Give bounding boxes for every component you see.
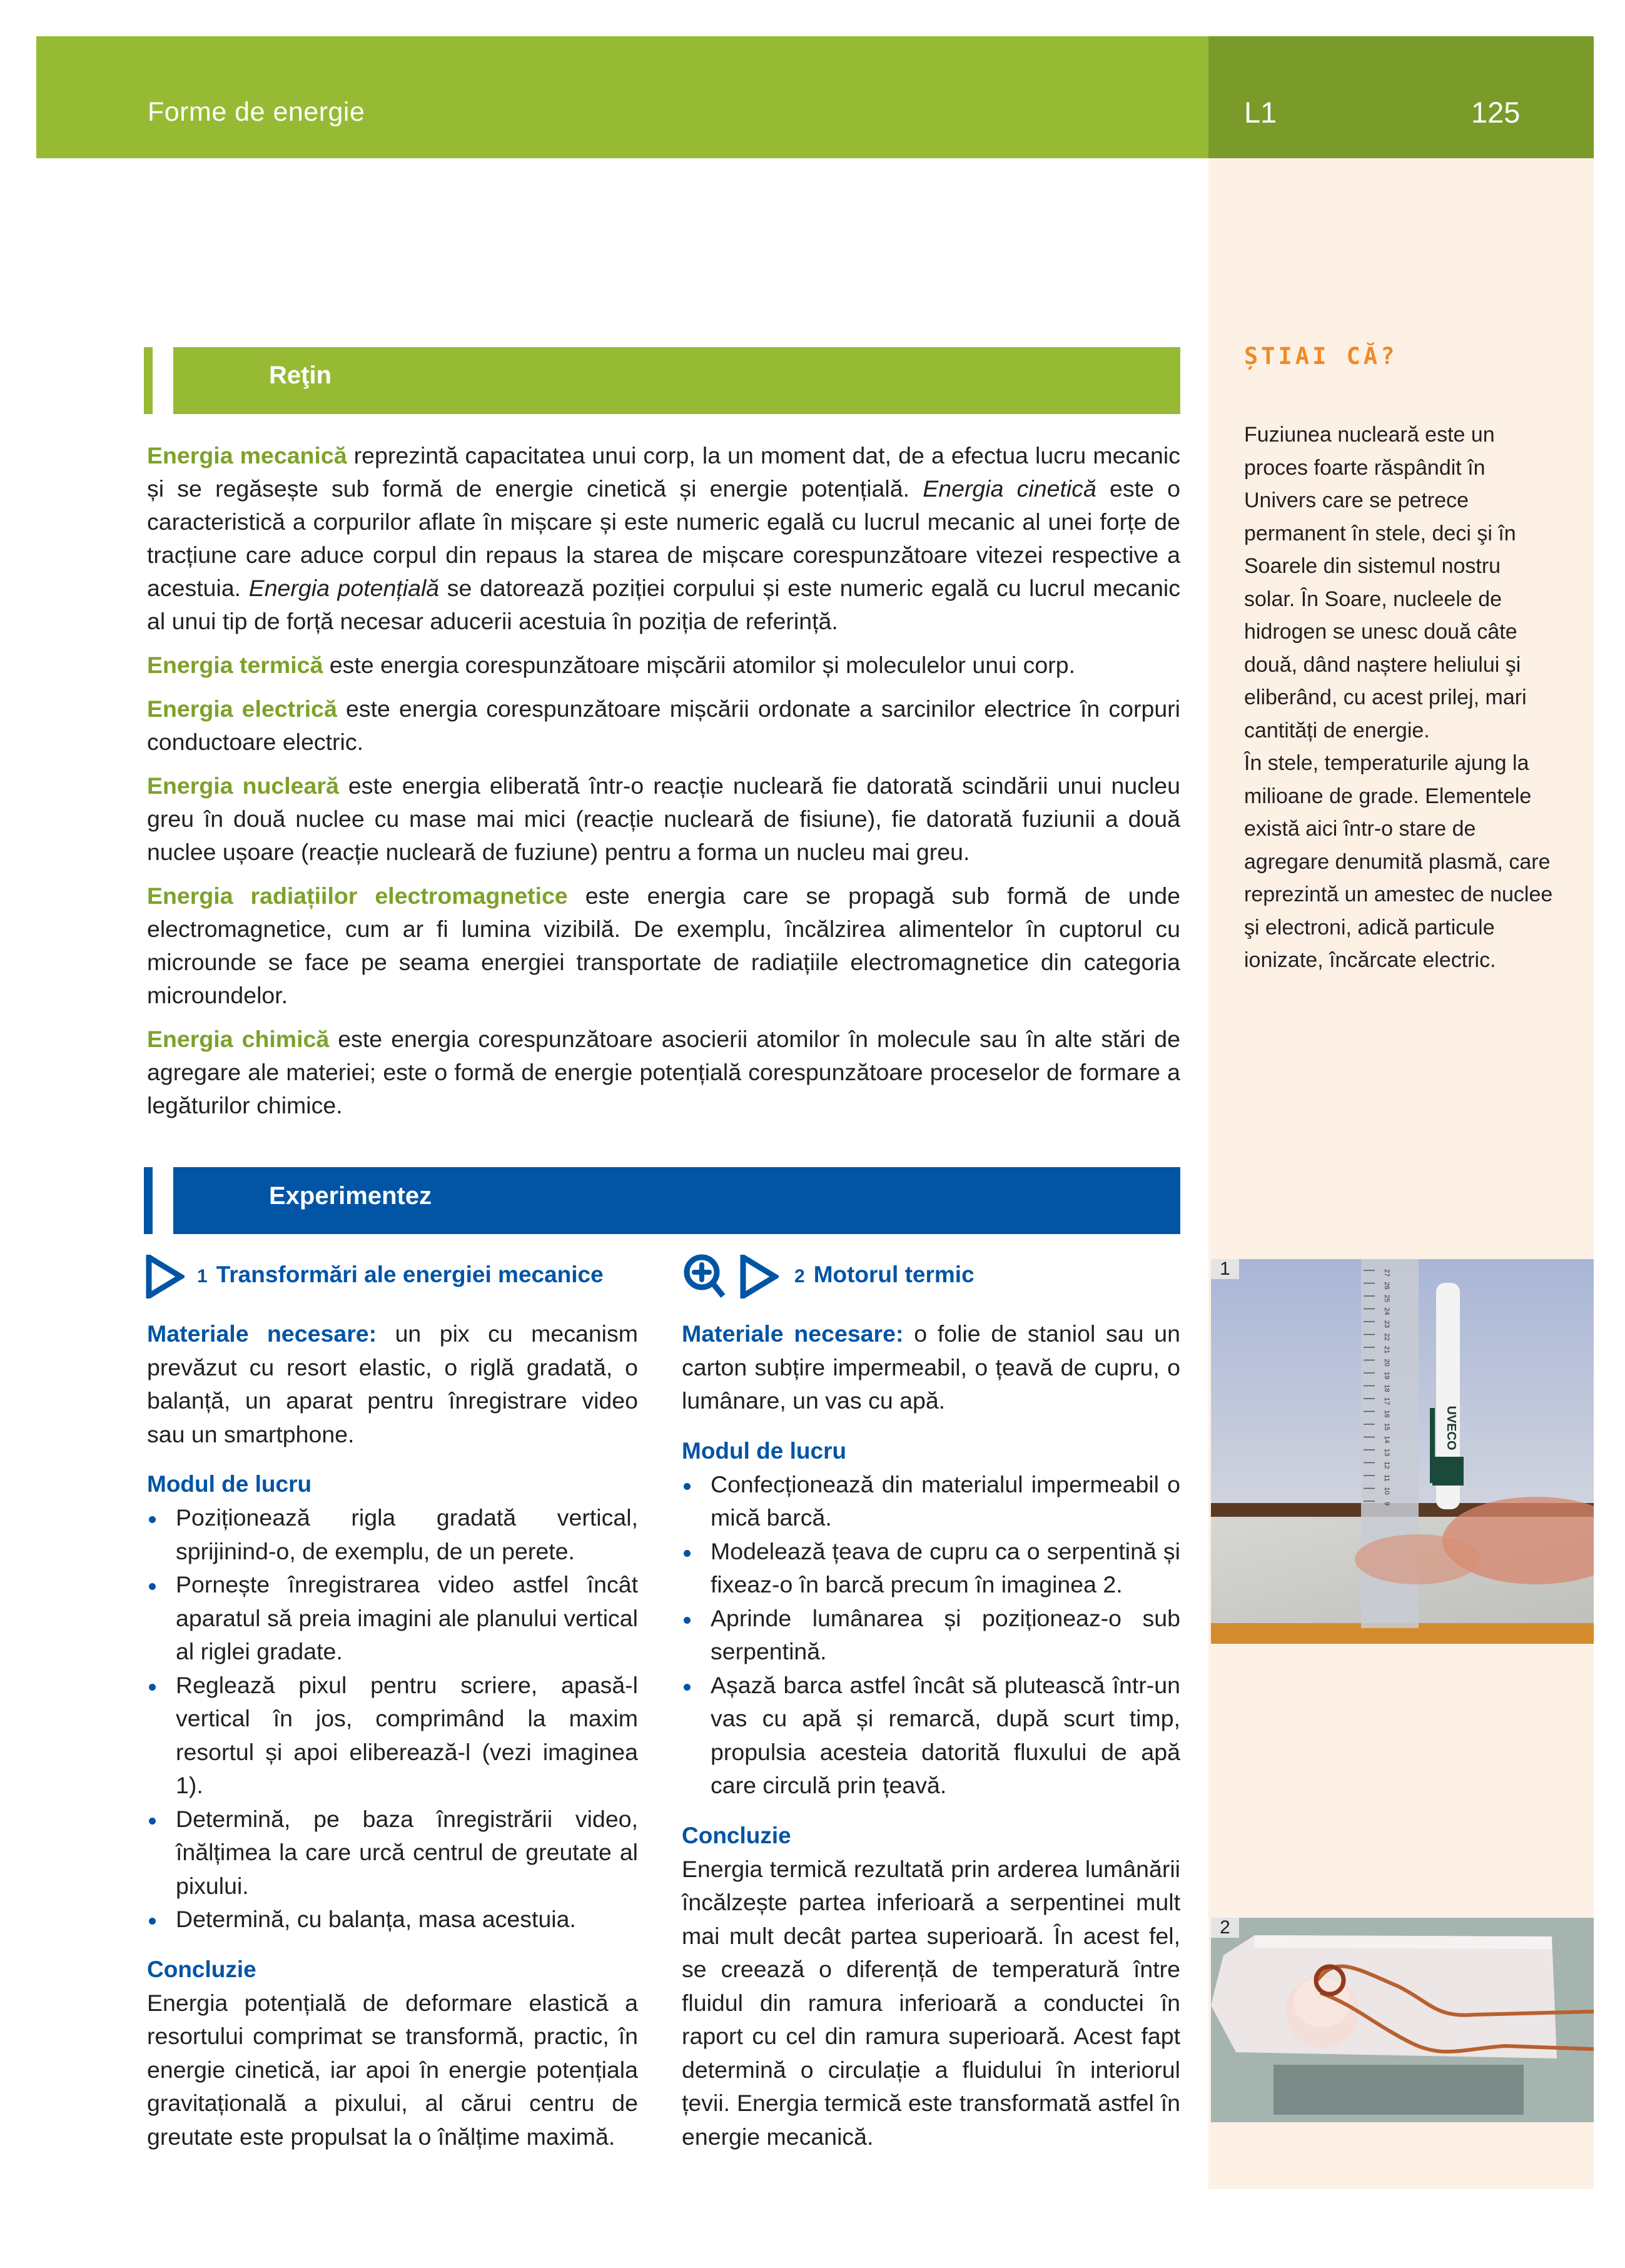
conclusion-text: Energia potențială de deformare elastică a resortului comprimat se transformă, practic, în energie cinetică, iar apoi în energie potențiala gravitațională a pixului, al cărui centru de greutate este propulsat la o înălțime maximă. — [147, 1989, 638, 2150]
ruler-mark-label: 26 — [1383, 1282, 1390, 1290]
retin-label: Reţin — [269, 362, 332, 389]
method-heading: Modul de lucru — [147, 1471, 312, 1497]
definition-term: Energia electrică — [147, 696, 337, 722]
boat-serpentine-illustration — [1211, 1918, 1594, 2122]
lesson-label: L1 — [1244, 96, 1277, 129]
steps-list — [147, 1501, 638, 1936]
experiment-1-title-text: Transformări ale energiei mecanice — [216, 1262, 604, 1287]
sidebar-title: ȘTIAI CĂ? — [1244, 343, 1398, 370]
experiment-2-body — [682, 1317, 1180, 2154]
ruler-mark-label: 10 — [1383, 1487, 1390, 1495]
conclusion-heading: Concluzie — [682, 1822, 791, 1848]
step-item: Confecționează din materialul impermeabil o mică barcă. — [682, 1468, 1180, 1535]
experiment-1-number: 1 — [197, 1266, 208, 1287]
experiment-1-body — [147, 1317, 638, 2154]
emphasized-term: Energia potențială — [248, 575, 440, 601]
ruler-mark-label: 14 — [1383, 1435, 1390, 1444]
definition-text: este o caracteristică a corpurilor aflate în mișcare și este numeric egală cu lucrul mecanic al unei forțe de tracțiune care aduce corpul din repaus la starea de mișcare corespunzătoare vitezei respective a acestuia. — [147, 475, 1181, 601]
sidebar-body: Fuziunea nucleară este un proces foarte răspândit în Univers care se petrece permanent în stele, deci şi în Soarele din sistemul nostru solar. În Soare, nucleele de hidrogen se unesc două câte două, dând naștere heliului şi eliberând, cu acest prilej, mari cantități de energie. În stele, temperaturile ajung la milioane de grade. Elementele există aici într-o stare de agregare denumită plasmă, care reprezintă un amestec de nuclee şi electroni, adică particule ionizate, încărcate electric. — [1244, 423, 1553, 972]
ruler-pen-illustration — [1211, 1259, 1594, 1644]
ruler-mark-label: 19 — [1383, 1371, 1390, 1380]
definition-term: Energia mecanică — [147, 442, 347, 468]
emphasized-term: Energia cinetică — [923, 475, 1096, 502]
definition-paragraph — [147, 879, 1180, 1012]
play-triangle-icon — [146, 1255, 185, 1299]
materials — [147, 1317, 638, 1451]
step-item: Pornește înregistrarea video astfel încât aparatul să preia imagini ale planului vertical al riglei gradate. — [147, 1568, 638, 1669]
definition-term: Energia nucleară — [147, 772, 339, 799]
play-triangle-icon — [740, 1255, 779, 1299]
chapter-title: Forme de energie — [148, 97, 365, 127]
definition-text: este energia corespunzătoare asocierii atomilor în molecule sau în alte stări de agregare ale materiei; este o formă de energie potențială corespunzătoare proceselor de formare a legăturilor chimice. — [147, 1026, 1181, 1118]
ruler-mark-label: 16 — [1383, 1410, 1390, 1418]
materials-label: Materiale necesare: — [682, 1320, 904, 1347]
zoom-in-icon — [683, 1253, 727, 1299]
definition-term: Energia radiațiilor electromagnetice — [147, 883, 568, 909]
ruler-mark-label: 11 — [1383, 1474, 1390, 1482]
experiment-2-title-text: Motorul termic — [813, 1262, 974, 1287]
ruler-mark-label: 15 — [1383, 1422, 1390, 1431]
method-heading: Modul de lucru — [682, 1437, 847, 1464]
ruler-mark-label: 23 — [1383, 1320, 1390, 1329]
experimentez-bar-stub — [144, 1167, 153, 1234]
conclusion-heading: Concluzie — [147, 1956, 256, 1982]
sidebar-text — [1244, 418, 1557, 977]
experiment-2-title — [794, 1262, 974, 1288]
ruler-mark-label: 24 — [1383, 1307, 1390, 1315]
materials-label: Materiale necesare: — [147, 1320, 377, 1347]
step-item: Așază barca astfel încât să plutească într-un vas cu apă și remarcă, după scurt timp, propulsia acesteia datorită fluxului de apă care circulă prin țeavă. — [682, 1669, 1180, 1803]
definition-paragraph — [147, 1023, 1180, 1122]
definition-paragraph — [147, 439, 1180, 638]
ruler-mark-label: 27 — [1383, 1268, 1390, 1277]
definition-text: se datorează poziției corpului și este numeric egală cu lucrul mecanic al unui tip de forță necesar aducerii acestuia în poziția de referință. — [147, 575, 1181, 634]
step-item: Poziționează rigla gradată vertical, sprijinind-o, de exemplu, de un perete. — [147, 1501, 638, 1568]
figure-2-label: 2 — [1211, 1918, 1239, 1938]
step-item: Determină, pe baza înregistrării video, înălțimea la care urcă centrul de greutate al pixului. — [147, 1803, 638, 1903]
materials-text: o folie de staniol sau un carton subțire impermeabil, o țeavă de cupru, o lumânare, un vas cu apă. — [682, 1320, 1180, 1414]
definition-paragraph — [147, 649, 1180, 682]
materials — [682, 1317, 1180, 1418]
steps-list — [682, 1468, 1180, 1803]
conclusion-text: Energia termică rezultată prin arderea lumânării încălzește partea inferioară a serpentinei mult mai mult decât partea superioară. În acest fel, se creează o diferență de temperatură între fluidul din ramura inferioară a conductei în raport cu cel din ramura superioară. Acest fapt determină o circulație a fluidului în interiorul țevii. Energia termică este transformată astfel în energie mecanică. — [682, 1855, 1180, 2150]
definition-term: Energia termică — [147, 652, 323, 678]
experiment-1-title — [197, 1262, 604, 1288]
ruler-mark-label: 18 — [1383, 1384, 1390, 1392]
ruler-mark-label: 17 — [1383, 1397, 1390, 1405]
figure-1-photo — [1211, 1259, 1594, 1644]
experiment-2-number: 2 — [794, 1266, 805, 1287]
experimentez-label: Experimentez — [269, 1182, 432, 1210]
definition-term: Energia chimică — [147, 1026, 330, 1052]
figure-2-photo — [1211, 1918, 1594, 2122]
step-item: Reglează pixul pentru scriere, apasă-l vertical în jos, comprimând la maxim resortul și apoi eliberează-l (vezi imaginea 1). — [147, 1669, 638, 1803]
definition-text: este energia care se propagă sub formă de unde electromagnetice, cum ar fi lumina vizibilă. De exemplu, încălzirea alimentelor în cuptorul cu microunde se face pe seama energiei transportate de radiațiile electromagnetice din categoria microundelor. — [147, 883, 1180, 1008]
definition-text: este energia corespunzătoare mișcării atomilor și moleculelor unui corp. — [323, 652, 1076, 678]
step-item: Determină, cu balanța, masa acestuia. — [147, 1903, 638, 1936]
ruler-mark-label: 25 — [1383, 1294, 1390, 1303]
definition-text: este energia eliberată într-o reacție nucleară fie datorată scindării unui nucleu greu în două nuclee cu mase mai mici (reacție nucleară de fisiune), fie datorată fuziunii a două nuclee ușoare (reacție nucleară de fuziune) pentru a forma un nucleu mai greu. — [147, 772, 1180, 865]
retin-body — [147, 439, 1180, 1133]
definition-paragraph — [147, 692, 1180, 759]
retin-bar-stub — [144, 347, 153, 414]
ruler-mark-label: 9 — [1383, 1501, 1390, 1506]
pen-brand-text: UVECO — [1444, 1405, 1458, 1450]
page-number: 125 — [1471, 96, 1521, 129]
ruler-mark-label: 12 — [1383, 1461, 1390, 1469]
definition-text: este energia corespunzătoare mișcării ordonate a sarcinilor electrice în corpuri conductoare electric. — [147, 696, 1180, 755]
ruler-mark-label: 20 — [1383, 1359, 1390, 1367]
figure-1-label: 1 — [1211, 1259, 1239, 1279]
step-item: Modelează țeava de cupru ca o serpentină și fixeaz-o în barcă precum în imaginea 2. — [682, 1535, 1180, 1602]
ruler-mark-label: 13 — [1383, 1448, 1390, 1457]
materials-text: un pix cu mecanism prevăzut cu resort elastic, o riglă gradată, o balanță, un aparat pentru înregistrare video sau un smartphone. — [147, 1320, 638, 1447]
definition-text: reprezintă capacitatea unui corp, la un moment dat, de a efectua lucru mecanic și se regăsește sub formă de energie cinetică și energie potențială. — [147, 442, 1180, 502]
step-item: Aprinde lumânarea și poziționeaz-o sub serpentină. — [682, 1602, 1180, 1669]
definition-paragraph — [147, 769, 1180, 869]
ruler-mark-label: 21 — [1383, 1345, 1390, 1354]
ruler-mark-label: 22 — [1383, 1333, 1390, 1341]
